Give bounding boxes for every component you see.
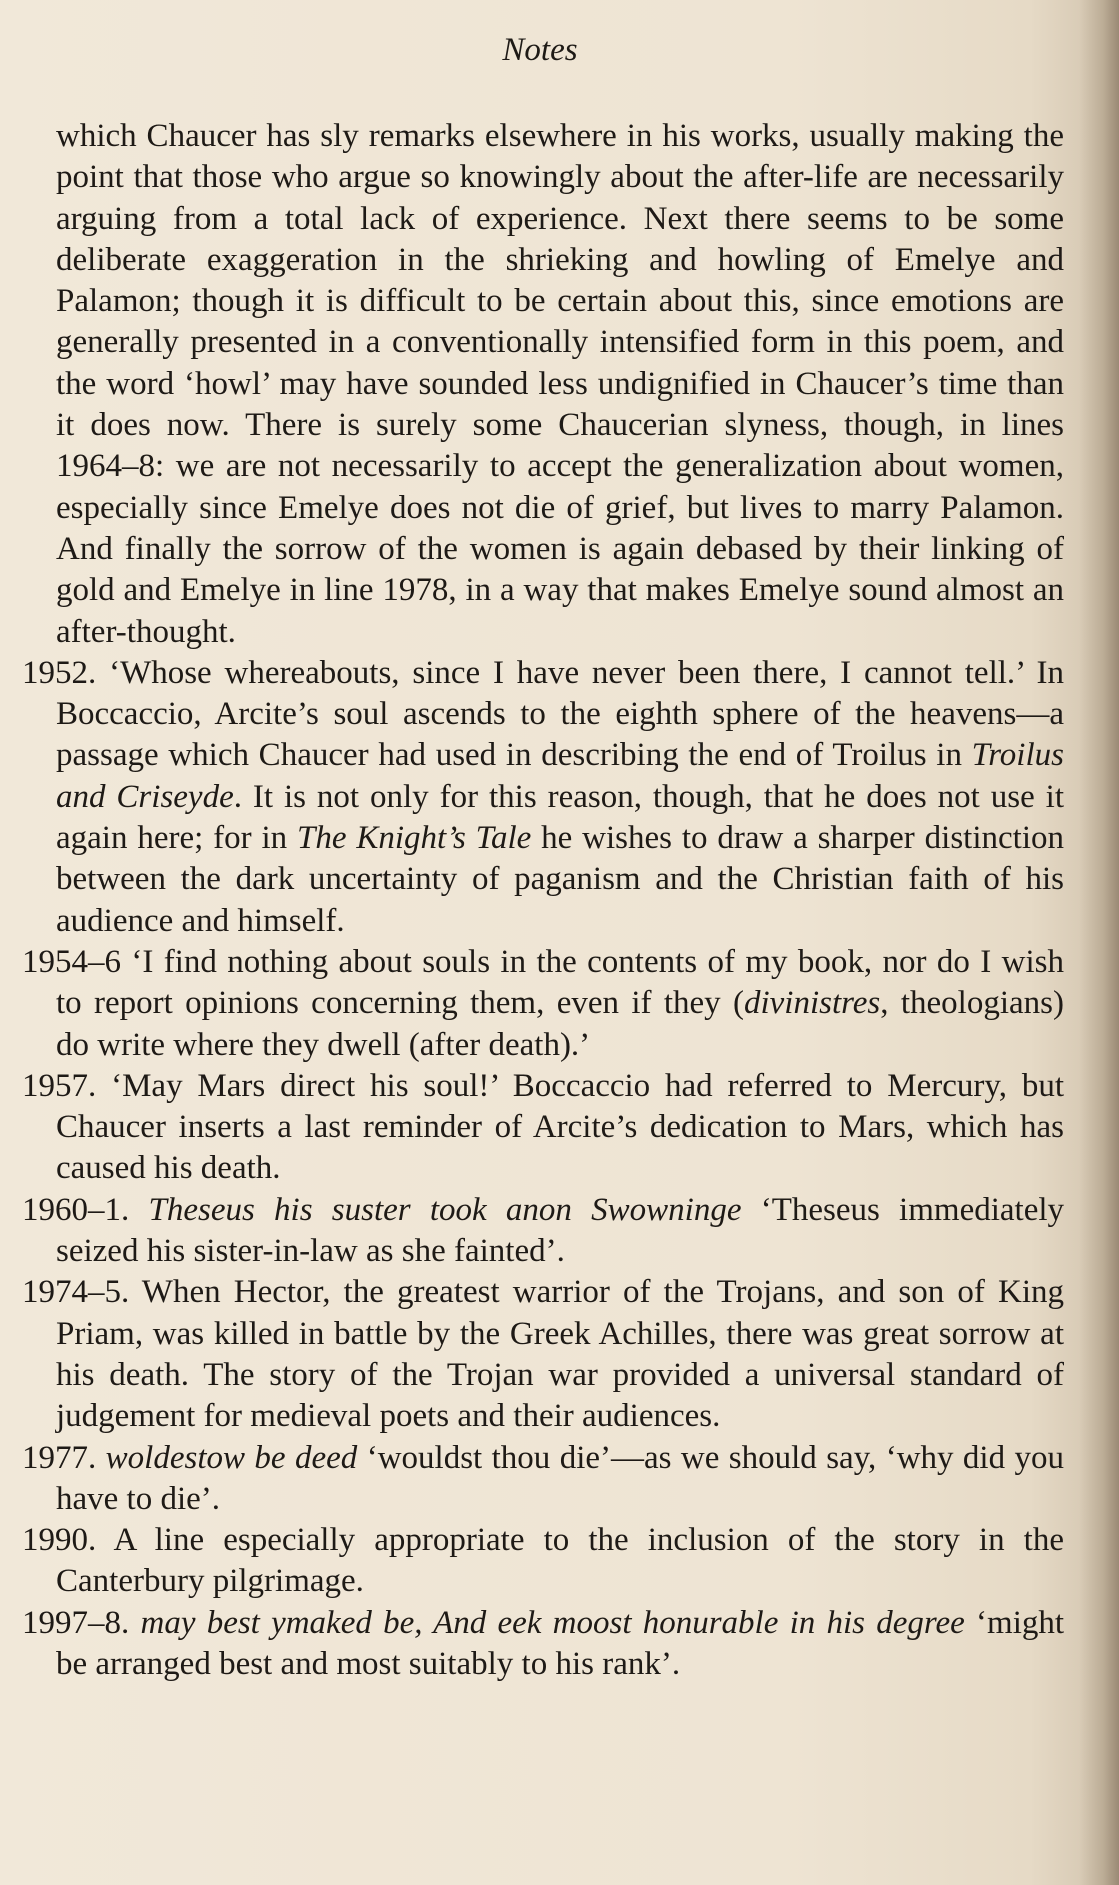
note-ref: 1977. [22, 1439, 97, 1476]
note-ref: 1952. [22, 654, 97, 691]
note-1974 [22, 1272, 1064, 1437]
note-text: ‘I find nothing about souls in the contents of my book, nor do I wish to report opinions concerning them, even if they ( [56, 943, 1065, 1022]
note-text: , theologians) do write where they dwell (after death).’ [56, 985, 1064, 1063]
note-italic: Troilus and Criseyde [56, 737, 1064, 815]
note-italic: woldestow be deed [105, 1439, 358, 1476]
note-text: . It is not only for this reason, though, that he does not use it again here; for in [56, 778, 1064, 857]
note-italic: divinistres [743, 985, 881, 1022]
note-ref: 1990. [22, 1522, 97, 1559]
note-text: ‘Theseus immediately seized his sister-in-law as she fainted’. [56, 1191, 1065, 1270]
note-ref: 1974–5. [22, 1274, 130, 1311]
note-ref: 1954–6 [22, 943, 121, 980]
note-ref: 1997–8. [22, 1604, 130, 1641]
note-1957 [22, 1066, 1064, 1190]
note-italic: Theseus his suster took anon Swowninge [148, 1191, 742, 1228]
note-1954 [22, 942, 1064, 1066]
note-text: ‘wouldst thou die’—as we should say, ‘why did you have to die’. [56, 1439, 1065, 1517]
note-1952 [22, 653, 1064, 942]
note-text: ‘might be arranged best and most suitably to his rank’. [56, 1604, 1065, 1682]
notes-body [22, 116, 1064, 1685]
continued-paragraph: which Chaucer has sly remarks elsewhere in his works, usually making the point that those who argue so knowingly about the after-life are necessarily arguing from a total lack of experience. Next there seems to be some deliberate exaggeration in the shrieking and howling of Emelye and Palamon; though it is difficult to be certain about this, since emotions are generally presented in a conventionally intensified form in this poem, and the word ‘howl’ may have sounded less undignified in Chaucer’s time than it does now. There is surely some Chaucerian slyness, though, in lines 1964–8: we are not necessarily to accept the generalization about women, especially since Emelye does not die of grief, but lives to marry Palamon. And finally the sorrow of the women is again debased by their linking of gold and Emelye in line 1978, in a way that makes Emelye sound almost an after-thought. [56, 118, 1064, 650]
note-1977 [22, 1438, 1064, 1521]
running-head: Notes [502, 32, 578, 68]
page-edge-shadow [1079, 0, 1119, 1885]
note-italic: The Knight’s Tale [297, 820, 532, 857]
note-1997 [22, 1603, 1064, 1686]
note-1990 [22, 1520, 1064, 1603]
note-text: he wishes to draw a sharper distinction between the dark uncertainty of paganism and the Christian faith of his audience and himself. [56, 820, 1064, 939]
note-italic: may best ymaked be, And eek moost honurable in his degree [140, 1604, 965, 1641]
note-text: ‘May Mars direct his soul!’ Boccaccio had referred to Mercury, but Chaucer inserts a last reminder of Arcite’s dedication to Mars, which has caused his death. [56, 1067, 1064, 1187]
note-text: When Hector, the greatest warrior of the Trojans, and son of King Priam, was killed in battle by the Greek Achilles, there was great sorrow at his death. The story of the Trojan war provided a universal standard of judgement for medieval poets and their audiences. [56, 1274, 1064, 1435]
note-text: A line especially appropriate to the inclusion of the story in the Canterbury pilgrimage. [56, 1522, 1064, 1600]
note-ref: 1960–1. [22, 1191, 130, 1228]
note-1960 [22, 1190, 1064, 1273]
note-text: ‘Whose whereabouts, since I have never been there, I cannot tell.’ In Boccaccio, Arcite’s soul ascends to the eighth sphere of the heavens—a passage which Chaucer had used in describing the end of Troilus in [56, 654, 1064, 774]
note-ref: 1957. [22, 1067, 97, 1104]
